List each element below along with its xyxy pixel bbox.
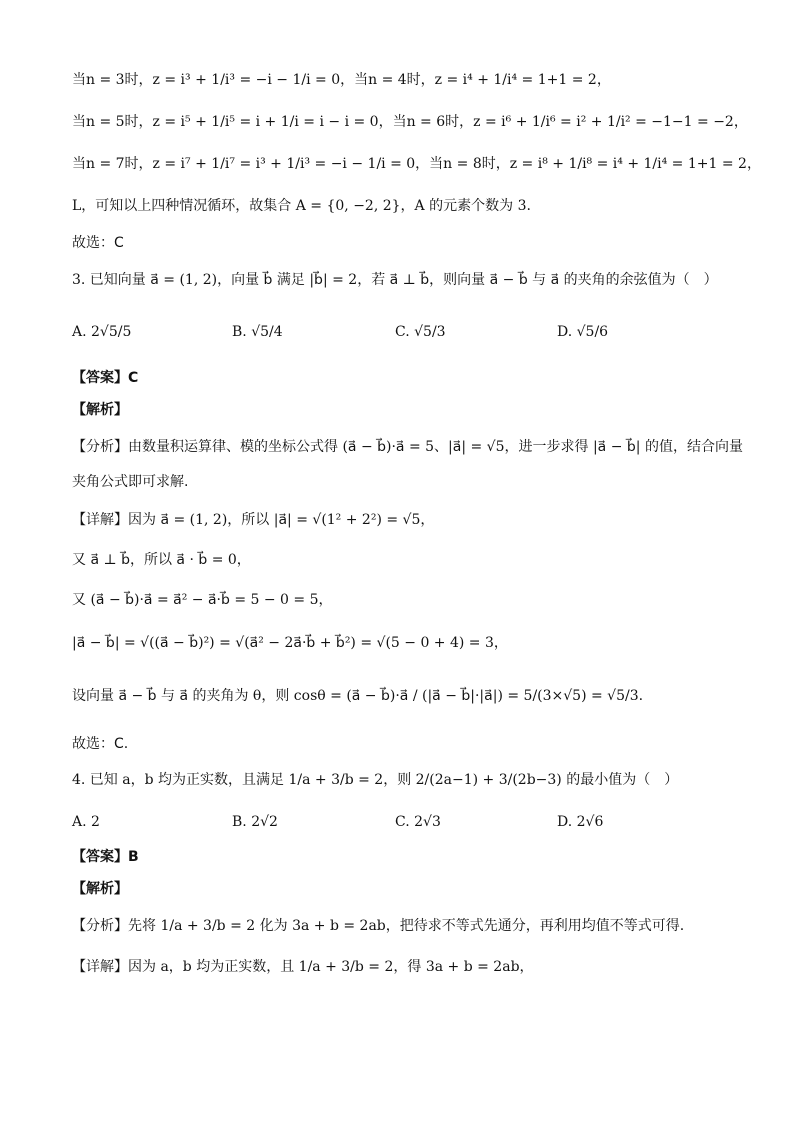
question3-detail-line1: 【详解】因为 a⃗ = (1, 2)，所以 |a⃗| = √(1² + 2²) = √5， — [72, 512, 435, 528]
solution2-conclusion: L，可知以上四种情况循环，故集合 A = {0, −2, 2}，A 的元素个数为 3. — [72, 198, 531, 214]
question3-analysis-line2: 夹角公式即可求解. — [72, 474, 189, 490]
question4-option-a: A. 2 — [72, 814, 100, 830]
question4-detail-line1: 【详解】因为 a，b 均为正实数，且 1/a + 3/b = 2，得 3a + b = 2ab， — [72, 959, 534, 975]
question3-analysis-line1: 【分析】由数量积运算律、模的坐标公式得 (a⃗ − b⃗)·a⃗ = 5、|a⃗| = √5，进一步求得 |a⃗ − b⃗| 的值，结合向量 — [72, 439, 743, 455]
question3-detail-line3: 又 (a⃗ − b⃗)·a⃗ = a⃗² − a⃗·b⃗ = 5 − 0 = 5， — [72, 592, 333, 608]
question3-stem: 3. 已知向量 a⃗ = (1, 2)，向量 b⃗ 满足 |b⃗| = 2，若 a⃗ ⊥ b⃗，则向量 a⃗ − b⃗ 与 a⃗ 的夹角的余弦值为（ ） — [72, 272, 718, 288]
question3-analysis-title: 【解析】 — [72, 402, 128, 418]
question3-answer: 【答案】C — [72, 370, 139, 386]
question3-option-b: B. √5/4 — [232, 324, 283, 340]
question4-option-c: C. 2√3 — [395, 814, 441, 830]
question3-option-d: D. √5/6 — [557, 324, 609, 340]
question3-detail-line4: |a⃗ − b⃗| = √((a⃗ − b⃗)²) = √(a⃗² − 2a⃗·b⃗ + b⃗²) = √(5 − 0 + 4) = 3， — [72, 635, 508, 651]
question3-detail-line5: 设向量 a⃗ − b⃗ 与 a⃗ 的夹角为 θ，则 cosθ = (a⃗ − b⃗)·a⃗ / (|a⃗ − b⃗|·|a⃗|) = 5/(3×√5) = √5/3. — [72, 688, 644, 704]
question4-option-d: D. 2√6 — [557, 814, 604, 830]
question4-analysis-title: 【解析】 — [72, 881, 128, 897]
solution2-line-n3-n4: 当n = 3时，z = i³ + 1/i³ = −i − 1/i = 0，当n = 4时，z = i⁴ + 1/i⁴ = 1+1 = 2， — [72, 72, 611, 88]
solution2-line-n7-n8: 当n = 7时，z = i⁷ + 1/i⁷ = i³ + 1/i³ = −i − 1/i = 0，当n = 8时，z = i⁸ + 1/i⁸ = i⁴ + 1/i⁴ = 1+1 = 2， — [72, 156, 761, 172]
solution2-line-n5-n6: 当n = 5时，z = i⁵ + 1/i⁵ = i + 1/i = i − i = 0，当n = 6时，z = i⁶ + 1/i⁶ = i² + 1/i² = −1−1 = −2， — [72, 114, 748, 130]
question3-option-a: A. 2√5/5 — [72, 324, 132, 340]
solution2-choice: 故选：C — [72, 235, 124, 251]
question4-stem: 4. 已知 a，b 均为正实数，且满足 1/a + 3/b = 2，则 2/(2a−1) + 3/(2b−3) 的最小值为（ ） — [72, 772, 679, 788]
question4-answer: 【答案】B — [72, 849, 139, 865]
question3-choice: 故选：C. — [72, 736, 129, 752]
question4-analysis-line1: 【分析】先将 1/a + 3/b = 2 化为 3a + b = 2ab，把待求不等式先通分，再利用均值不等式可得. — [72, 918, 685, 934]
question4-option-b: B. 2√2 — [232, 814, 278, 830]
question3-option-c: C. √5/3 — [395, 324, 446, 340]
question3-detail-line2: 又 a⃗ ⊥ b⃗，所以 a⃗ · b⃗ = 0， — [72, 552, 251, 568]
